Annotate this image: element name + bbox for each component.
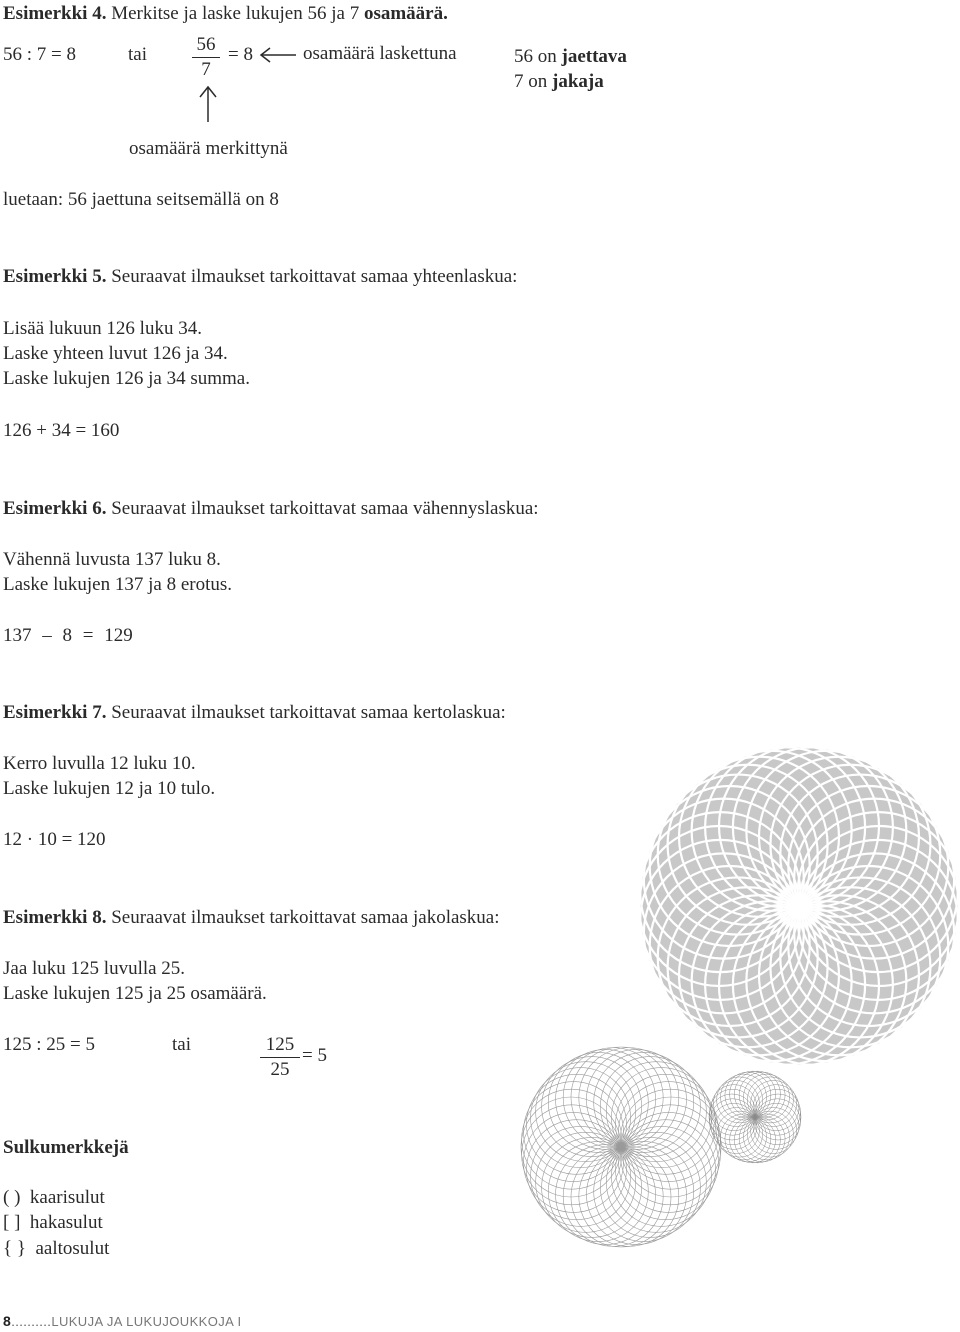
example-label: Esimerkki 6. bbox=[3, 498, 107, 519]
rosette-large-image bbox=[638, 745, 960, 1067]
quotient-fraction bbox=[260, 1034, 300, 1081]
or-text: tai bbox=[172, 1034, 191, 1055]
example-4-heading bbox=[3, 3, 448, 25]
division-equation: 56 : 7 = 8 bbox=[3, 44, 76, 65]
quotient-fraction bbox=[192, 34, 220, 81]
footer-dots: .......... bbox=[11, 1314, 52, 1329]
example-line: Kerro luvulla 12 luku 10. bbox=[3, 753, 196, 774]
example-line: Vähennä luvusta 137 luku 8. bbox=[3, 549, 221, 570]
example-label: Esimerkki 7. bbox=[3, 702, 107, 723]
arrow-label: osamäärä laskettuna bbox=[303, 43, 457, 64]
multiplication-equation: 12 · 10 = 120 bbox=[3, 829, 106, 850]
fraction-numerator: 56 bbox=[192, 34, 220, 58]
fraction-numerator: 125 bbox=[260, 1034, 300, 1058]
page-number: 8 bbox=[3, 1313, 12, 1329]
footer-title: LUKUJA JA LUKUJOUKKOJA I bbox=[51, 1314, 242, 1329]
example-line: Laske lukujen 137 ja 8 erotus. bbox=[3, 574, 233, 595]
example-line: Laske lukujen 125 ja 25 osamäärä. bbox=[3, 983, 267, 1004]
example-6-heading bbox=[3, 498, 539, 520]
marked-label: osamäärä merkittynä bbox=[129, 138, 288, 159]
example-line: Lisää lukuun 126 luku 34. bbox=[3, 318, 202, 339]
example-label: Esimerkki 5. bbox=[3, 266, 107, 287]
example-text: Seuraavat ilmaukset tarkoittavat samaa vähennyslaskua: bbox=[111, 498, 539, 519]
division-equation: 125 : 25 = 5 bbox=[3, 1034, 95, 1055]
reading-text: luetaan: 56 jaettuna seitsemällä on 8 bbox=[3, 189, 279, 210]
example-8-heading bbox=[3, 907, 500, 929]
brackets-heading: Sulkumerkkejä bbox=[3, 1137, 129, 1158]
bracket-item: { } aaltosulut bbox=[3, 1238, 110, 1259]
subtraction-equation: 137 – 8 = 129 bbox=[3, 625, 133, 646]
example-7-heading bbox=[3, 702, 506, 724]
example-5-heading bbox=[3, 266, 517, 288]
divisor-pre: 7 on bbox=[514, 71, 548, 92]
example-text: Seuraavat ilmaukset tarkoittavat samaa kertolaskua: bbox=[111, 702, 506, 723]
example-line: Laske lukujen 126 ja 34 summa. bbox=[3, 368, 250, 389]
example-text: Merkitse ja laske lukujen 56 ja 7 bbox=[111, 3, 360, 24]
rosette-medium-image bbox=[520, 1046, 722, 1248]
example-text: Seuraavat ilmaukset tarkoittavat samaa jakolaskua: bbox=[111, 907, 500, 928]
left-arrow-icon bbox=[258, 44, 298, 66]
example-line: Laske lukujen 12 ja 10 tulo. bbox=[3, 778, 216, 799]
fraction-denominator: 25 bbox=[270, 1059, 290, 1080]
divisor-term: jakaja bbox=[552, 71, 604, 92]
example-text-bold: osamäärä. bbox=[363, 3, 448, 24]
fraction-result: = 8 bbox=[228, 44, 253, 65]
rosette-small-image bbox=[708, 1070, 802, 1164]
dividend-term: jaettava bbox=[561, 46, 627, 67]
example-label: Esimerkki 8. bbox=[3, 907, 107, 928]
addition-equation: 126 + 34 = 160 bbox=[3, 420, 120, 441]
bracket-item: ( ) kaarisulut bbox=[3, 1187, 105, 1208]
example-line: Laske yhteen luvut 126 ja 34. bbox=[3, 343, 228, 364]
bracket-item: [ ] hakasulut bbox=[3, 1212, 103, 1233]
up-arrow-icon bbox=[196, 84, 220, 124]
example-label: Esimerkki 4. bbox=[3, 3, 107, 24]
page-footer bbox=[3, 1313, 242, 1330]
dividend-pre: 56 on bbox=[514, 46, 557, 67]
example-text: Seuraavat ilmaukset tarkoittavat samaa yhteenlaskua: bbox=[111, 266, 518, 287]
dividend-note bbox=[514, 46, 627, 68]
divisor-note bbox=[514, 71, 604, 93]
or-text: tai bbox=[128, 44, 147, 65]
fraction-result: = 5 bbox=[302, 1045, 327, 1066]
example-line: Jaa luku 125 luvulla 25. bbox=[3, 958, 186, 979]
fraction-denominator: 7 bbox=[201, 59, 211, 80]
